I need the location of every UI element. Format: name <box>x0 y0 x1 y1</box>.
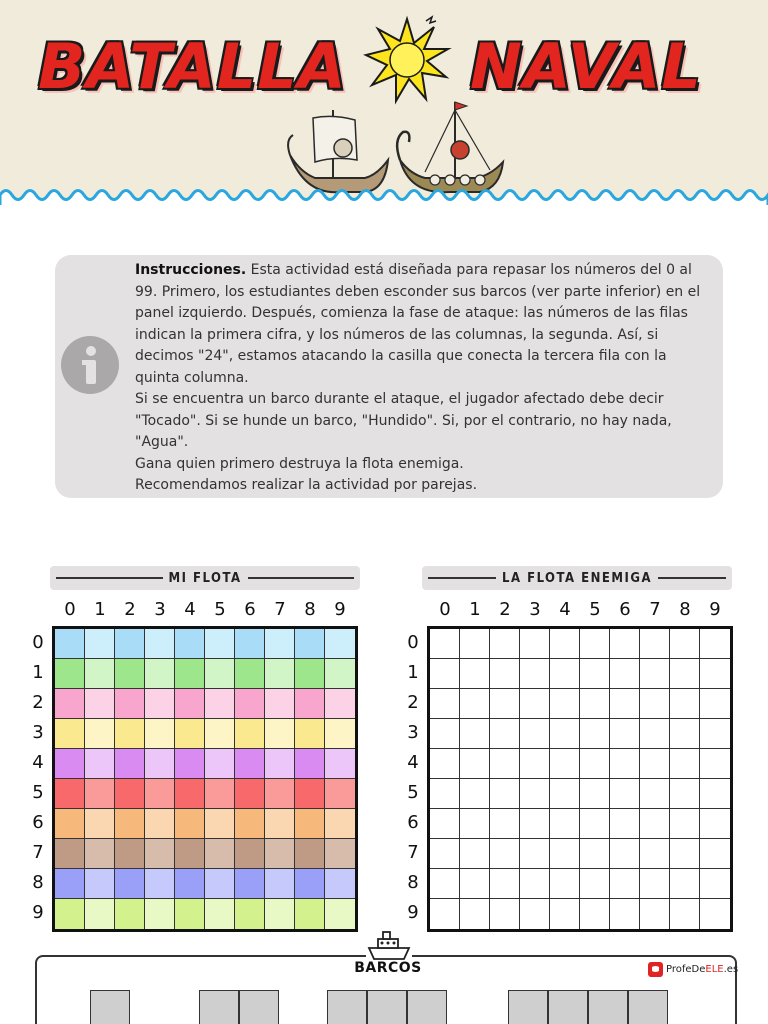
grid-cell[interactable] <box>580 689 610 719</box>
my_fleet-column-header: 6 <box>244 599 256 620</box>
grid-cell[interactable] <box>85 689 115 719</box>
grid-cell[interactable] <box>325 809 355 839</box>
grid-cell[interactable] <box>700 869 730 899</box>
enemy_fleet-row-header: 4 <box>407 752 419 773</box>
grid-cell[interactable] <box>550 809 580 839</box>
ships-label: BARCOS <box>354 960 422 976</box>
profedele-logo-icon <box>648 962 663 977</box>
grid-cell[interactable] <box>640 689 670 719</box>
grid-cell[interactable] <box>430 719 460 749</box>
enemy_fleet-row-header: 0 <box>407 632 419 653</box>
grid-cell[interactable] <box>295 659 325 689</box>
grid-cell[interactable] <box>85 809 115 839</box>
ship-cell <box>588 990 628 1024</box>
grid-cell[interactable] <box>580 749 610 779</box>
brand-logo[interactable] <box>648 962 738 977</box>
enemy_fleet-column-header: 5 <box>589 599 601 620</box>
grid-cell[interactable] <box>610 689 640 719</box>
grid-cell[interactable] <box>580 779 610 809</box>
ship-cell <box>239 990 279 1024</box>
grid-cell[interactable] <box>580 629 610 659</box>
enemy_fleet-row-header: 7 <box>407 842 419 863</box>
grid-cell[interactable] <box>520 809 550 839</box>
grid-cell[interactable] <box>610 779 640 809</box>
grid-cell[interactable] <box>115 899 145 929</box>
grid-cell[interactable] <box>550 749 580 779</box>
grid-cell[interactable] <box>175 719 205 749</box>
grid-cell[interactable] <box>115 629 145 659</box>
ship-size-1 <box>90 990 130 1024</box>
my_fleet-row-header: 4 <box>32 752 44 773</box>
ship-cell <box>508 990 548 1024</box>
grid-cell[interactable] <box>85 659 115 689</box>
grid-cell[interactable] <box>295 839 325 869</box>
grid-cell[interactable] <box>205 629 235 659</box>
grid-cell[interactable] <box>430 899 460 929</box>
my_fleet-column-header: 1 <box>94 599 106 620</box>
my-fleet-label-text: MI FLOTA <box>168 570 242 586</box>
grid-cell[interactable] <box>55 689 85 719</box>
grid-cell[interactable] <box>325 749 355 779</box>
grid-cell[interactable] <box>640 779 670 809</box>
my_fleet-row-header: 6 <box>32 812 44 833</box>
grid-cell[interactable] <box>550 779 580 809</box>
grid-cell[interactable] <box>490 779 520 809</box>
grid-cell[interactable] <box>460 719 490 749</box>
grid-cell[interactable] <box>115 839 145 869</box>
my_fleet-column-header: 7 <box>274 599 286 620</box>
grid-cell[interactable] <box>175 659 205 689</box>
grid-cell[interactable] <box>145 659 175 689</box>
grid-cell[interactable] <box>145 629 175 659</box>
grid-cell[interactable] <box>325 869 355 899</box>
grid-cell[interactable] <box>115 779 145 809</box>
enemy_fleet-row-header: 3 <box>407 722 419 743</box>
my_fleet-row-header: 2 <box>32 692 44 713</box>
my_fleet-row-header: 9 <box>32 902 44 923</box>
grid-cell[interactable] <box>295 749 325 779</box>
grid-cell[interactable] <box>460 689 490 719</box>
grid-cell[interactable] <box>550 899 580 929</box>
grid-cell[interactable] <box>520 869 550 899</box>
grid-cell[interactable] <box>490 689 520 719</box>
grid-cell[interactable] <box>55 659 85 689</box>
grid-cell[interactable] <box>490 659 520 689</box>
grid-cell[interactable] <box>55 869 85 899</box>
grid-cell[interactable] <box>610 869 640 899</box>
grid-cell[interactable] <box>700 809 730 839</box>
grid-cell[interactable] <box>610 719 640 749</box>
grid-cell[interactable] <box>325 629 355 659</box>
grid-cell[interactable] <box>145 779 175 809</box>
boat-icon <box>366 928 412 962</box>
grid-cell[interactable] <box>55 839 85 869</box>
grid-cell[interactable] <box>295 899 325 929</box>
grid-cell[interactable] <box>490 839 520 869</box>
grid-cell[interactable] <box>670 749 700 779</box>
grid-cell[interactable] <box>265 839 295 869</box>
grid-cell[interactable] <box>235 779 265 809</box>
grid-cell[interactable] <box>460 809 490 839</box>
grid-cell[interactable] <box>640 659 670 689</box>
grid-cell[interactable] <box>490 899 520 929</box>
grid-cell[interactable] <box>325 689 355 719</box>
my_fleet-column-header: 4 <box>184 599 196 620</box>
grid-cell[interactable] <box>85 779 115 809</box>
grid-cell[interactable] <box>460 629 490 659</box>
grid-cell[interactable] <box>640 839 670 869</box>
enemy-fleet-label-text: LA FLOTA ENEMIGA <box>502 570 652 586</box>
grid-cell[interactable] <box>85 719 115 749</box>
grid-cell[interactable] <box>580 719 610 749</box>
grid-cell[interactable] <box>640 719 670 749</box>
grid-cell[interactable] <box>520 659 550 689</box>
grid-cell[interactable] <box>670 839 700 869</box>
my_fleet-row-header: 5 <box>32 782 44 803</box>
my_fleet-row-header: 1 <box>32 662 44 683</box>
grid-cell[interactable] <box>85 869 115 899</box>
instructions-line-2: Si se encuentra un barco durante el ataque, el jugador afectado debe decir "Tocado". Si se hunde un barco, "Hundido". Si, por el contrario, no hay nada, "Agua". <box>135 391 672 450</box>
grid-cell[interactable] <box>235 869 265 899</box>
enemy_fleet-column-header: 6 <box>619 599 631 620</box>
grid-cell[interactable] <box>610 899 640 929</box>
grid-cell[interactable] <box>520 719 550 749</box>
grid-cell[interactable] <box>610 809 640 839</box>
grid-cell[interactable] <box>550 719 580 749</box>
my_fleet-column-header: 5 <box>214 599 226 620</box>
grid-cell[interactable] <box>670 809 700 839</box>
grid-cell[interactable] <box>520 689 550 719</box>
grid-cell[interactable] <box>700 779 730 809</box>
grid-cell[interactable] <box>460 899 490 929</box>
grid-cell[interactable] <box>235 839 265 869</box>
grid-cell[interactable] <box>670 659 700 689</box>
grid-cell[interactable] <box>325 719 355 749</box>
grid-cell[interactable] <box>115 689 145 719</box>
grid-cell[interactable] <box>610 659 640 689</box>
grid-cell[interactable] <box>115 659 145 689</box>
grid-cell[interactable] <box>145 899 175 929</box>
grid-cell[interactable] <box>640 809 670 839</box>
enemy_fleet-column-header: 2 <box>499 599 511 620</box>
title-naval: NAVAL <box>470 30 702 103</box>
enemy_fleet-row-header: 6 <box>407 812 419 833</box>
enemy_fleet-column-header: 1 <box>469 599 481 620</box>
grid-cell[interactable] <box>205 809 235 839</box>
grid-cell[interactable] <box>640 899 670 929</box>
grid-cell[interactable] <box>205 749 235 779</box>
grid-cell[interactable] <box>265 809 295 839</box>
grid-cell[interactable] <box>520 749 550 779</box>
my_fleet-column-header: 0 <box>64 599 76 620</box>
ship-cell <box>199 990 239 1024</box>
grid-cell[interactable] <box>265 629 295 659</box>
grid-cell[interactable] <box>325 659 355 689</box>
enemy_fleet-column-header: 0 <box>439 599 451 620</box>
grid-cell[interactable] <box>550 659 580 689</box>
enemy_fleet-column-header: 4 <box>559 599 571 620</box>
grid-cell[interactable] <box>700 749 730 779</box>
grid-cell[interactable] <box>490 629 520 659</box>
grid-cell[interactable] <box>235 689 265 719</box>
my_fleet-column-header: 3 <box>154 599 166 620</box>
grid-cell[interactable] <box>490 809 520 839</box>
grid-cell[interactable] <box>325 839 355 869</box>
grid-cell[interactable] <box>670 719 700 749</box>
grid-cell[interactable] <box>550 869 580 899</box>
instructions-line-1: Esta actividad está diseñada para repasar los números del 0 al 99. Primero, los estudiantes deben esconder sus barcos (ver parte inferior) en el panel izquierdo. Después, comienza la fase de ataque: las números de las filas indican la primera cifra, y los números de las columnas, la segunda. Así, si decimos "24", estamos atacando la casilla que conecta la tercera fila con la quinta columna. <box>135 262 701 386</box>
instructions-line-4: Recomendamos realizar la actividad por parejas. <box>135 477 478 493</box>
grid-cell[interactable] <box>460 839 490 869</box>
ship-size-4 <box>508 990 668 1024</box>
grid-cell[interactable] <box>430 779 460 809</box>
grid-cell[interactable] <box>550 689 580 719</box>
grid-cell[interactable] <box>520 899 550 929</box>
grid-cell[interactable] <box>430 629 460 659</box>
grid-cell[interactable] <box>295 809 325 839</box>
enemy_fleet-column-header: 7 <box>649 599 661 620</box>
grid-cell[interactable] <box>700 659 730 689</box>
grid-cell[interactable] <box>520 839 550 869</box>
grid-cell[interactable] <box>205 839 235 869</box>
grid-cell[interactable] <box>670 689 700 719</box>
grid-cell[interactable] <box>460 779 490 809</box>
grid-cell[interactable] <box>265 749 295 779</box>
brand-text: ProfeDeELE.es <box>666 964 739 975</box>
grid-cell[interactable] <box>145 839 175 869</box>
grid-cell[interactable] <box>85 629 115 659</box>
grid-cell[interactable] <box>640 749 670 779</box>
grid-cell[interactable] <box>175 809 205 839</box>
grid-cell[interactable] <box>325 899 355 929</box>
grid-cell[interactable] <box>325 779 355 809</box>
grid-cell[interactable] <box>265 899 295 929</box>
grid-cell[interactable] <box>55 749 85 779</box>
grid-cell[interactable] <box>55 629 85 659</box>
grid-cell[interactable] <box>55 809 85 839</box>
grid-cell[interactable] <box>205 659 235 689</box>
grid-cell[interactable] <box>430 659 460 689</box>
grid-cell[interactable] <box>115 749 145 779</box>
grid-cell[interactable] <box>85 899 115 929</box>
grid-cell[interactable] <box>115 869 145 899</box>
grid-cell[interactable] <box>670 899 700 929</box>
grid-cell[interactable] <box>175 689 205 719</box>
grid-cell[interactable] <box>295 689 325 719</box>
enemy-fleet-label <box>422 566 732 590</box>
grid-cell[interactable] <box>115 719 145 749</box>
instructions-line-3: Gana quien primero destruya la flota enemiga. <box>135 455 464 472</box>
my-fleet-label <box>50 566 360 590</box>
ship-cell <box>90 990 130 1024</box>
my_fleet-row-header: 0 <box>32 632 44 653</box>
grid-cell[interactable] <box>295 779 325 809</box>
grid-cell[interactable] <box>55 779 85 809</box>
my-fleet-row-headers <box>28 628 48 928</box>
my-fleet-column-headers <box>55 599 355 620</box>
grid-cell[interactable] <box>670 629 700 659</box>
grid-cell[interactable] <box>430 749 460 779</box>
grid-cell[interactable] <box>205 869 235 899</box>
grid-cell[interactable] <box>610 629 640 659</box>
enemy_fleet-row-header: 8 <box>407 872 419 893</box>
grid-cell[interactable] <box>295 869 325 899</box>
title-batalla: BATALLA <box>38 30 347 103</box>
grid-cell[interactable] <box>610 749 640 779</box>
enemy-fleet-column-headers <box>430 599 730 620</box>
grid-cell[interactable] <box>265 779 295 809</box>
enemy_fleet-row-header: 9 <box>407 902 419 923</box>
grid-cell[interactable] <box>295 629 325 659</box>
grid-cell[interactable] <box>460 869 490 899</box>
my_fleet-row-header: 7 <box>32 842 44 863</box>
grid-cell[interactable] <box>205 779 235 809</box>
grid-cell[interactable] <box>175 749 205 779</box>
grid-cell[interactable] <box>490 749 520 779</box>
grid-cell[interactable] <box>205 719 235 749</box>
grid-cell[interactable] <box>235 899 265 929</box>
my_fleet-column-header: 8 <box>304 599 316 620</box>
grid-cell[interactable] <box>145 749 175 779</box>
grid-cell[interactable] <box>550 629 580 659</box>
grid-cell[interactable] <box>85 749 115 779</box>
instructions-heading: Instrucciones. <box>135 262 247 278</box>
grid-cell[interactable] <box>520 629 550 659</box>
grid-cell[interactable] <box>580 899 610 929</box>
grid-cell[interactable] <box>580 809 610 839</box>
grid-cell[interactable] <box>265 689 295 719</box>
grid-cell[interactable] <box>145 869 175 899</box>
grid-cell[interactable] <box>580 659 610 689</box>
ship-size-2 <box>199 990 279 1024</box>
my_fleet-row-header: 3 <box>32 722 44 743</box>
grid-cell[interactable] <box>460 659 490 689</box>
my_fleet-column-header: 9 <box>334 599 346 620</box>
enemy-fleet-row-headers <box>403 628 423 928</box>
grid-cell[interactable] <box>700 839 730 869</box>
grid-cell[interactable] <box>145 809 175 839</box>
grid-cell[interactable] <box>580 839 610 869</box>
header-banner <box>0 0 768 205</box>
grid-cell[interactable] <box>490 719 520 749</box>
grid-cell[interactable] <box>235 749 265 779</box>
enemy-fleet-grid <box>427 626 733 932</box>
enemy_fleet-row-header: 2 <box>407 692 419 713</box>
ship-size-3 <box>327 990 447 1024</box>
ship-cell <box>367 990 407 1024</box>
grid-cell[interactable] <box>430 869 460 899</box>
enemy_fleet-column-header: 9 <box>709 599 721 620</box>
enemy_fleet-column-header: 3 <box>529 599 541 620</box>
enemy_fleet-row-header: 1 <box>407 662 419 683</box>
grid-cell[interactable] <box>700 629 730 659</box>
grid-cell[interactable] <box>610 839 640 869</box>
grid-cell[interactable] <box>640 629 670 659</box>
grid-cell[interactable] <box>670 779 700 809</box>
grid-cell[interactable] <box>670 869 700 899</box>
grid-cell[interactable] <box>235 629 265 659</box>
grid-cell[interactable] <box>175 869 205 899</box>
grid-cell[interactable] <box>175 839 205 869</box>
grid-cell[interactable] <box>550 839 580 869</box>
grid-cell[interactable] <box>295 719 325 749</box>
grid-cell[interactable] <box>175 899 205 929</box>
grid-cell[interactable] <box>265 719 295 749</box>
ship-cell <box>327 990 367 1024</box>
grid-cell[interactable] <box>490 869 520 899</box>
grid-cell[interactable] <box>205 899 235 929</box>
grid-cell[interactable] <box>115 809 145 839</box>
enemy_fleet-row-header: 5 <box>407 782 419 803</box>
grid-cell[interactable] <box>175 779 205 809</box>
my_fleet-row-header: 8 <box>32 872 44 893</box>
grid-cell[interactable] <box>85 839 115 869</box>
grid-cell[interactable] <box>460 749 490 779</box>
grid-cell[interactable] <box>55 719 85 749</box>
grid-cell[interactable] <box>520 779 550 809</box>
grid-cell[interactable] <box>145 689 175 719</box>
grid-cell[interactable] <box>430 839 460 869</box>
instructions-text <box>135 260 715 497</box>
info-icon <box>60 335 120 395</box>
grid-cell[interactable] <box>265 869 295 899</box>
grid-cell[interactable] <box>145 719 175 749</box>
ship-cell <box>407 990 447 1024</box>
my-fleet-grid <box>52 626 358 932</box>
grid-cell[interactable] <box>235 809 265 839</box>
grid-cell[interactable] <box>430 689 460 719</box>
my_fleet-column-header: 2 <box>124 599 136 620</box>
wave-border <box>0 180 768 205</box>
grid-cell[interactable] <box>580 869 610 899</box>
grid-cell[interactable] <box>265 659 295 689</box>
grid-cell[interactable] <box>235 719 265 749</box>
grid-cell[interactable] <box>235 659 265 689</box>
grid-cell[interactable] <box>55 899 85 929</box>
grid-cell[interactable] <box>175 629 205 659</box>
sun-icon <box>362 15 452 105</box>
ship-cell <box>628 990 668 1024</box>
grid-cell[interactable] <box>700 689 730 719</box>
enemy_fleet-column-header: 8 <box>679 599 691 620</box>
grid-cell[interactable] <box>700 719 730 749</box>
grid-cell[interactable] <box>205 689 235 719</box>
grid-cell[interactable] <box>430 809 460 839</box>
ship-cell <box>548 990 588 1024</box>
grid-cell[interactable] <box>640 869 670 899</box>
grid-cell[interactable] <box>700 899 730 929</box>
